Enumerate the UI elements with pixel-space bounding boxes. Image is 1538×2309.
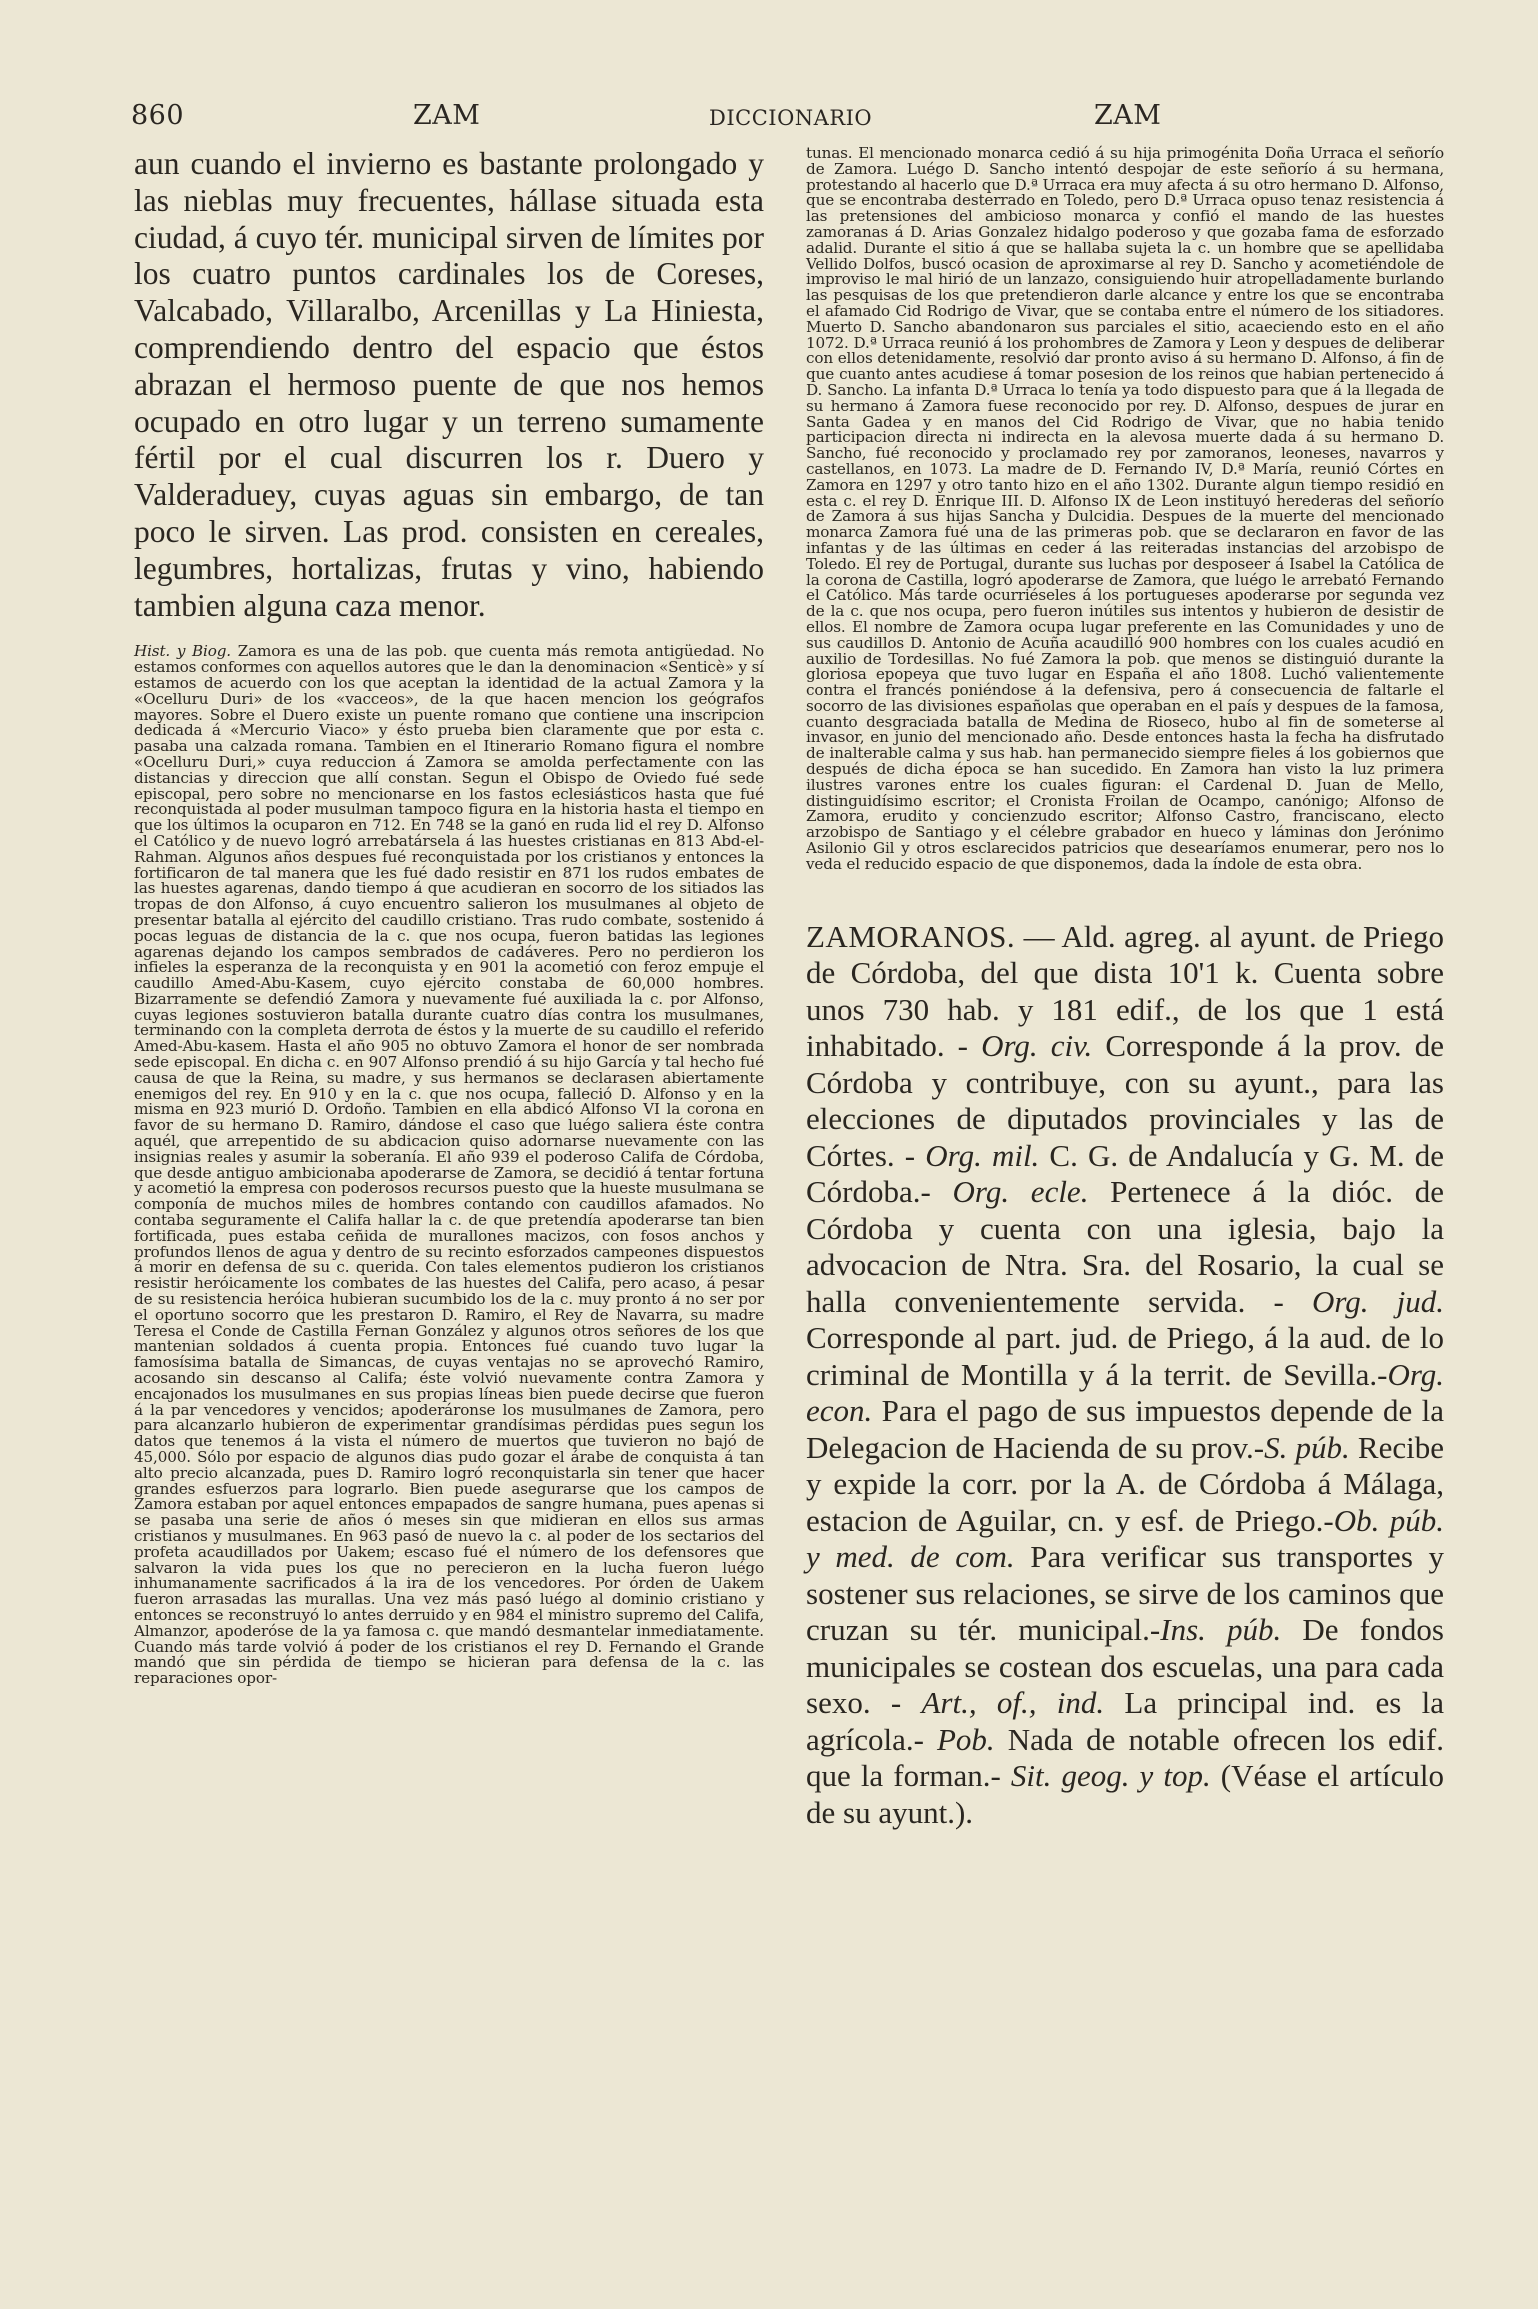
running-title: DICCIONARIO <box>709 106 873 130</box>
right-guide-word: ZAM <box>1094 100 1162 131</box>
left-column <box>134 146 764 1687</box>
page-number: 860 <box>131 100 185 131</box>
history-label: Hist. y Biog. <box>134 642 231 661</box>
history-continuation: tunas. El mencionado monarca cedió á su hija primogénita Doña Urraca el señorío de Zamora. Luégo D. Sancho intentó despojar de este señorío á su hermana, protestando al hacerlo que D.ª Urraca era muy afecta á su otro hermano D. Alfonso, que se encontraba desterrado en Toledo, pero D.ª Urraca opuso tenaz resistencia á las pretensiones del ambicioso monarca y confió el mando de las huestes zamoranas á D. Arias Gonzalez hidalgo poderoso y que gozaba fama de esforzado adalid. Durante el sitio á que se hallaba sujeta la c. un hombre que se apellidaba Vellido Dolfos, buscó ocasion de aproximarse al rey D. Sancho y acometiéndole de improviso le mal hirió de un lanzazo, consiguiendo huir atropelladamente burlando las pesquisas de los que pretendieron darle alcance y entre los que se encontraba el afamado Cid Rodrigo de Vivar, que se contaba entre el número de los sitiadores. Muerto D. Sancho abandonaron sus parciales el sitio, acaeciendo esto en el año 1072. D.ª Urraca reunió á los prohombres de Zamora y Leon y despues de deliberar con ellos detenidamente, resolvió dar pronto aviso á su hermano D. Alfonso, á fin de que cuanto antes acudiese á tomar posesion de los reinos que habian pertenecido á D. Sancho. La infanta D.ª Urraca lo tenía ya todo dispuesto para que á la llegada de su hermano á Zamora fuese reconocido por rey. D. Alfonso, despues de jurar en Santa Gadea y en manos del Cid Rodrigo de Vivar, que no habia tenido participacion directa ni indirecta en la alevosa muerte dada á su hermano D. Sancho, fué reconocido y proclamado rey por zamoranos, leoneses, navarros y castellanos, en 1073. La madre de D. Fernando IV, D.ª María, reunió Córtes en Zamora en 1297 y otro tanto hizo en el año 1302. Durante algun tiempo residió en esta c. el rey D. Enrique III. D. Alfonso IX de Leon instituyó herederas del señorío de Zamora á sus hijas Sancha y Dulcidia. Despues de la muerte del mencionado monarca Zamora fué una de las primeras pob. que se declararon en favor de las infantas y de las últimas en ceder á las reiteradas instancias del arzobispo de Toledo. El rey de Portugal, durante sus luchas por desposeer á Isabel la Católica de la corona de Castilla, logró apoderarse de Zamora, que luégo le arrebató Fernando el Católico. Más tarde ocurriéseles á los portugueses apoderarse por segunda vez de la c. que nos ocupa, pero fueron inútiles sus intentos y hubieron de desistir de ellos. El nombre de Zamora ocupa lugar preferente en las Comunidades y uno de sus caudillos D. Antonio de Acuña acaudilló 900 hombres con los cuales acudió en auxilio de Tordesillas. No fué Zamora la pob. que menos se distinguió durante la gloriosa epopeya que tuvo lugar en España el año 1808. Luchó valientemente contra el francés poniéndose á la defensiva, pero á consecuencia de faltarle el socorro de las divisiones españolas que operaban en el país y despues de la famosa, cuanto desgraciada batalla de Medina de Rioseco, hubo al fin de someterse al invasor, en junio del mencionado año. Desde entonces hasta la fecha ha disfrutado de inalterable calma y sus hab. han permanecido siempre fieles á los gobiernos que después de dicha época se han sucedido. En Zamora han visto la luz primera ilustres varones entre los cuales figuran: el Cardenal D. Juan de Mello, distinguidísimo escritor; el Cronista Froilan de Ocampo, canónigo; Alfonso de Zamora, erudito y concienzudo escritor; Alfonso Castro, franciscano, electo arzobispo de Santiago y el célebre grabador en hueco y láminas don Jerónimo Asilonio Gil y otros esclarecidos patricios que desearíamos enumerar, pero nos lo veda el reducido espacio de que disponemos, dada la índole de esta obra. <box>806 144 1444 873</box>
right-column <box>806 146 1444 1831</box>
history-paragraph <box>134 644 764 1687</box>
entry-title: ZAMORANOS. <box>806 918 1016 954</box>
left-guide-word: ZAM <box>413 100 481 131</box>
history-text: Zamora es una de las pob. que cuenta más remota antigüedad. No estamos conformes con aquellos autores que le dan la denominacion «Senticè» y sí estamos de acuerdo con los que aceptan la identidad de la actual Zamora y la «Ocelluru Duri» de los «vacceos», de la que hacen mencion los geógrafos mayores. Sobre el Duero existe un puente romano que contiene una inscripcion dedicada á «Mercurio Viaco» y ésto prueba bien claramente que por esta c. pasaba una calzada romana. Tambien en el Itinerario Romano figura el nombre «Ocelluru Duri,» cuya reduccion á Zamora se amolda perfectamente con las distancias y direccion que allí constan. Segun el Obispo de Oviedo fué sede episcopal, pero sobre no mencionarse en los fastos eclesiásticos hasta que fué reconquistada al poder musulman tampoco figura en la historia hasta el tiempo en que los últimos la ocuparon en 712. En 748 se la ganó en ruda lid el rey D. Alfonso el Católico y de nuevo logró arrebatársela á las huestes cristianas en 813 Abd-el-Rahman. Algunos años despues fué reconquistada por los cristianos y entonces la fortificaron de tal manera que les fué dado resistir en 871 los rudos embates de las huestes agarenas, dando tiempo á que acudieran en socorro de los sitiados las tropas de don Alfonso, á cuyo encuentro salieron los musulmanes al objeto de presentar batalla al ejército del caudillo cristiano. Tras rudo combate, sostenido á pocas leguas de distancia de la c. que nos ocupa, fueron batidas las legiones agarenas dejando los campos sembrados de cadáveres. Pero no perdieron los infieles la esperanza de la reconquista y en 901 la acometió con feroz empuje el caudillo Amed-Abu-Kasem, cuyo ejército constaba de 60,000 hombres. Bizarramente se defendió Zamora y nuevamente fué auxiliada la c. por Alfonso, cuyas legiones sostuvieron batalla durante cuatro días contra los musulmanes, terminando con la completa derrota de éstos y la muerte de su caudillo el referido Amed-Abu-kasem. Hasta el año 905 no obtuvo Zamora el honor de ser nombrada sede episcopal. En dicha c. en 907 Alfonso prendió á su hijo García y tal hecho fué causa de que la Reina, su madre, y sus hermanos se declarasen abiertamente enemigos del rey. En 910 y en la c. que nos ocupa, falleció D. Alfonso y en la misma en 923 murió D. Ordoño. Tambien en ella abdicó Alfonso VI la corona en favor de su hermano D. Ramiro, dándose el caso que luégo saliera éste contra aquél, que arrepentido de su abdicacion quiso adornarse nuevamente con las insignias reales y asumir la soberanía. El año 939 el poderoso Califa de Córdoba, que desde antiguo ambicionaba apoderarse de Zamora, se decidió á tentar fortuna y acometió la empresa con poderosos recursos puesto que la hueste musulmana se componía de muchos miles de hombres contando con caudillos afamados. No contaba seguramente el Califa hallar la c. de que pretendía apoderarse tan bien fortificada, pues estaba ceñida de murallones macizos, con fosos anchos y profundos llenos de agua y dentro de su recinto esforzados campeones dispuestos á morir en defensa de su c. querida. Con tales elementos pudieron los cristianos resistir heróicamente los combates de las huestes del Califa, pero acaso, á pesar de su resistencia heróica hubieran sucumbido los de la c. muy pronto á no ser por el oportuno socorro que les prestaron D. Ramiro, el Rey de Navarra, su madre Teresa el Conde de Castilla Fernan González y algunos otros señores de los que mantenian soldados á cuenta propia. Entonces fué cuando tuvo lugar la famosísima batalla de Simancas, de cuyas ventajas no se aprovechó Ramiro, acosando sin descanso al Califa; éste volvió nuevamente contra Zamora y encajonados los musulmanes en sus propias líneas bien puede decirse que fueron á la par vencedores y vencidos; apoderáronse los musulmanes de Zamora, pero para alcanzarlo hubieron de experimentar grandísimas pérdidas pues segun los datos que tenemos á la vista el número de muertos que tuvieron no bajó de 45,000. Sólo por espacio de algunos dias pudo gozar el árabe de conquista á tan alto precio alcanzada, pues D. Ramiro logró reconquistarla sin tener que hacer grandes esfuerzos para lograrlo. Bien puede asegurarse que los campos de Zamora estaban por aquel entonces empapados de sangre humana, pues apenas si se pasaba una serie de años ó meses sin que midieran en ellos sus armas cristianos y musulmanes. En 963 pasó de nuevo la c. al poder de los sectarios del profeta acaudillados por Uakem; escaso fué el número de los defensores que salvaron la vida pues los que no perecieron en la lucha fueron luégo inhumanamente sacrificados á la ira de los vencedores. Por órden de Uakem fueron arrasadas las murallas. Una vez más pasó luégo al dominio cristiano y entonces se reconstruyó lo antes derruido y en 984 el ministro supremo del Califa, Almanzor, apoderóse de la ya famosa c. que mandó desmantelar inmediatamente. Cuando más tarde volvió á poder de los cristianos el rey D. Fernando el Grande mandó que sin pérdida de tiempo se hicieran para defensa de la c. las reparaciones opor- <box>134 642 764 1688</box>
page-header <box>131 100 1445 140</box>
description-paragraph: aun cuando el invierno es bastante prolongado y las nieblas muy frecuentes, hállase situada esta ciudad, á cuyo tér. municipal sirven de límites por los cuatro puntos cardinales los de Coreses, Valcabado, Villaralbo, Arcenillas y La Hiniesta, comprendiendo dentro del espacio que éstos abrazan el hermoso puente de que nos hemos ocupado en otro lugar y un terreno sumamente fértil por el cual discurren los r. Duero y Valderaduey, cuyas aguas sin embargo, de tan poco le sirven. Las prod. consisten en cereales, legumbres, hortalizas, frutas y vino, habiendo tambien alguna caza menor. <box>134 146 764 623</box>
entry-zamoranos: ZAMORANOS. — Ald. agreg. al ayunt. de Priego de Córdoba, del que dista 10'1 k. Cuenta sobre unos 730 hab. y 181 edif., de los que 1 está inhabitado. - Org. civ. Corresponde á la prov. de Córdoba y contribuye, con su ayunt., para las elecciones de diputados provinciales y las de Córtes. - Org. mil. C. G. de Andalucía y G. M. de Córdoba.- Org. ecle. Pertenece á la dióc. de Córdoba y cuenta con una iglesia, bajo la advocacion de Ntra. Sra. del Rosario, la cual se halla convenientemente servida. - Org. jud. Corresponde al part. jud. de Priego, á la aud. de lo criminal de Montilla y á la territ. de Sevilla.-Org. econ. Para el pago de sus impuestos depende de la Delegacion de Hacienda de su prov.-S. púb. Recibe y expide la corr. por la A. de Córdoba á Málaga, estacion de Aguilar, cn. y esf. de Priego.-Ob. púb. y med. de com. Para verificar sus transportes y sostener sus relaciones, se sirve de los caminos que cruzan su tér. municipal.-Ins. púb. De fondos municipales se costean dos escuelas, una para cada sexo. - Art., of., ind. La principal ind. es la agrícola.- Pob. Nada de notable ofrecen los edif. que la forman.- Sit. geog. y top. (Véase el artículo de su ayunt.). <box>806 918 1445 1830</box>
